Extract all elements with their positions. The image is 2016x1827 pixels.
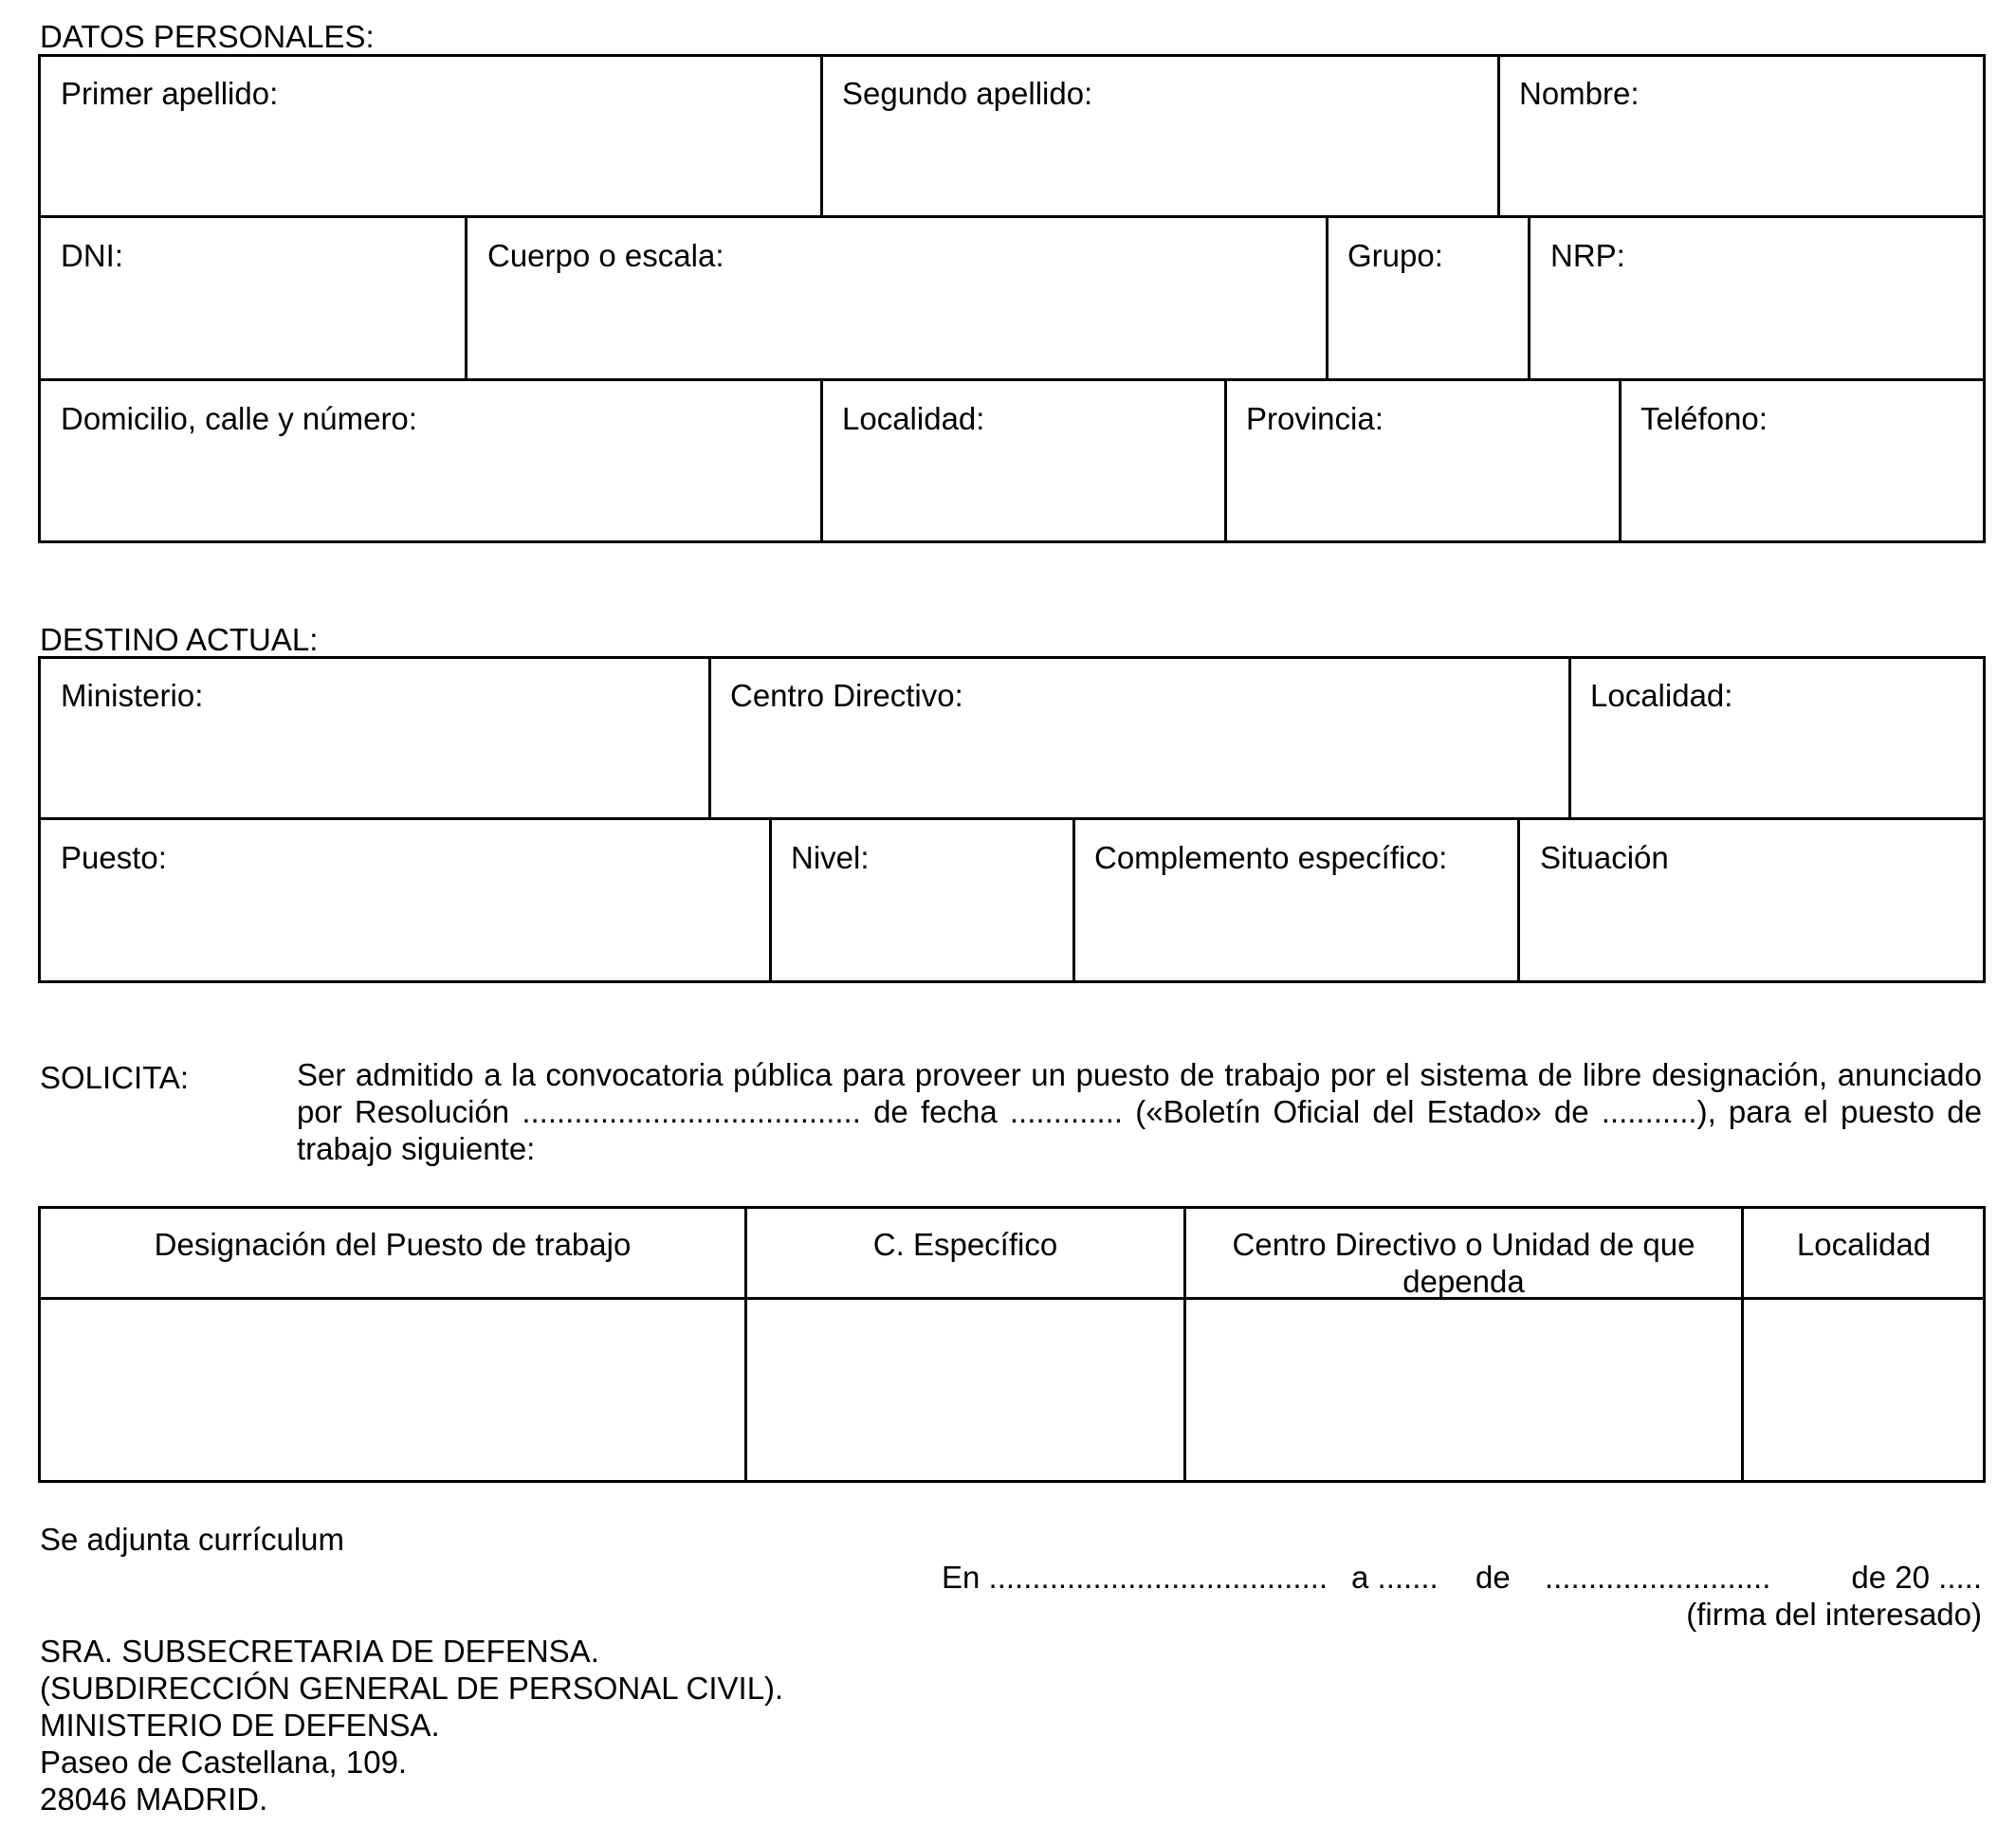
col-divider <box>820 378 823 543</box>
lugar-de: de <box>1475 1560 1511 1595</box>
field-provincia[interactable]: Provincia: <box>1246 401 1384 436</box>
header-localidad: Localidad <box>1796 1227 1932 1262</box>
header-centro-directivo: Centro Directivo o Unidad de que dependa <box>1232 1227 1695 1299</box>
field-primer-apellido[interactable]: Primer apellido: <box>61 76 279 111</box>
field-complemento-especifico[interactable]: Complemento específico: <box>1094 840 1448 875</box>
col-divider <box>1224 378 1227 543</box>
col-divider <box>1517 817 1520 983</box>
col-divider <box>1619 378 1622 543</box>
col-divider <box>820 54 823 217</box>
address-line: 28046 MADRID. <box>40 1781 268 1817</box>
lugar-en: En ....................................... <box>942 1560 1329 1595</box>
field-telefono[interactable]: Teléfono: <box>1640 401 1768 436</box>
field-segundo-apellido[interactable]: Segundo apellido: <box>842 76 1093 111</box>
section-title-destino-actual: DESTINO ACTUAL: <box>40 622 319 657</box>
cell-localidad-input[interactable] <box>1744 1300 1984 1480</box>
field-nivel[interactable]: Nivel: <box>791 840 870 875</box>
address-line: MINISTERIO DE DEFENSA. <box>40 1708 440 1743</box>
field-puesto[interactable]: Puesto: <box>61 840 167 875</box>
adjunta-curriculum: Se adjunta currículum <box>40 1522 344 1557</box>
cell-centro-directivo-input[interactable] <box>1186 1300 1741 1480</box>
col-divider <box>1528 215 1530 380</box>
cell-designacion-input[interactable] <box>41 1300 744 1480</box>
col-divider <box>1568 656 1571 819</box>
header-designacion: Designación del Puesto de trabajo <box>154 1227 632 1262</box>
address-line: (SUBDIRECCIÓN GENERAL DE PERSONAL CIVIL). <box>40 1671 784 1706</box>
solicita-label: SOLICITA: <box>40 1060 190 1095</box>
col-divider <box>708 656 711 819</box>
field-ministerio[interactable]: Ministerio: <box>61 678 204 713</box>
field-destino-localidad[interactable]: Localidad: <box>1590 678 1733 713</box>
field-cuerpo-escala[interactable]: Cuerpo o escala: <box>487 238 724 273</box>
field-situacion[interactable]: Situación <box>1540 840 1669 875</box>
col-divider <box>1326 215 1329 380</box>
datos-personales-table <box>38 54 1986 543</box>
field-nrp[interactable]: NRP: <box>1550 238 1625 273</box>
col-divider <box>769 817 772 983</box>
row-divider <box>38 378 1986 381</box>
address-line: SRA. SUBSECRETARIA DE DEFENSA. <box>40 1634 599 1669</box>
firma-interesado: (firma del interesado) <box>1686 1597 1982 1632</box>
lugar-dia: a ....... <box>1351 1560 1439 1595</box>
row-divider <box>38 817 1986 820</box>
section-title-datos-personales: DATOS PERSONALES: <box>40 19 375 54</box>
cell-c-especifico-input[interactable] <box>747 1300 1183 1480</box>
field-grupo[interactable]: Grupo: <box>1347 238 1443 273</box>
field-domicilio[interactable]: Domicilio, calle y número: <box>61 401 417 436</box>
field-localidad[interactable]: Localidad: <box>842 401 985 436</box>
field-nombre[interactable]: Nombre: <box>1519 76 1640 111</box>
field-centro-directivo[interactable]: Centro Directivo: <box>730 678 963 713</box>
field-dni[interactable]: DNI: <box>61 238 123 273</box>
col-divider <box>465 215 467 380</box>
address-line: Paseo de Castellana, 109. <box>40 1745 408 1780</box>
col-divider <box>1072 817 1075 983</box>
col-divider <box>1497 54 1500 217</box>
header-c-especifico: C. Específico <box>872 1227 1058 1262</box>
solicita-text: Ser admitido a la convocatoria pública para proveer un puesto de trabajo por el sistema de libre designación, anunciado por Resolución ....................................... de fecha ............. («Boletín Oficial del Estado» de ...........), para el puesto de trabajo siguiente: <box>297 1057 1982 1166</box>
lugar-mes: .......................... <box>1545 1560 1771 1595</box>
lugar-anio: de 20 ..... <box>1851 1560 1982 1595</box>
row-divider <box>38 215 1986 218</box>
